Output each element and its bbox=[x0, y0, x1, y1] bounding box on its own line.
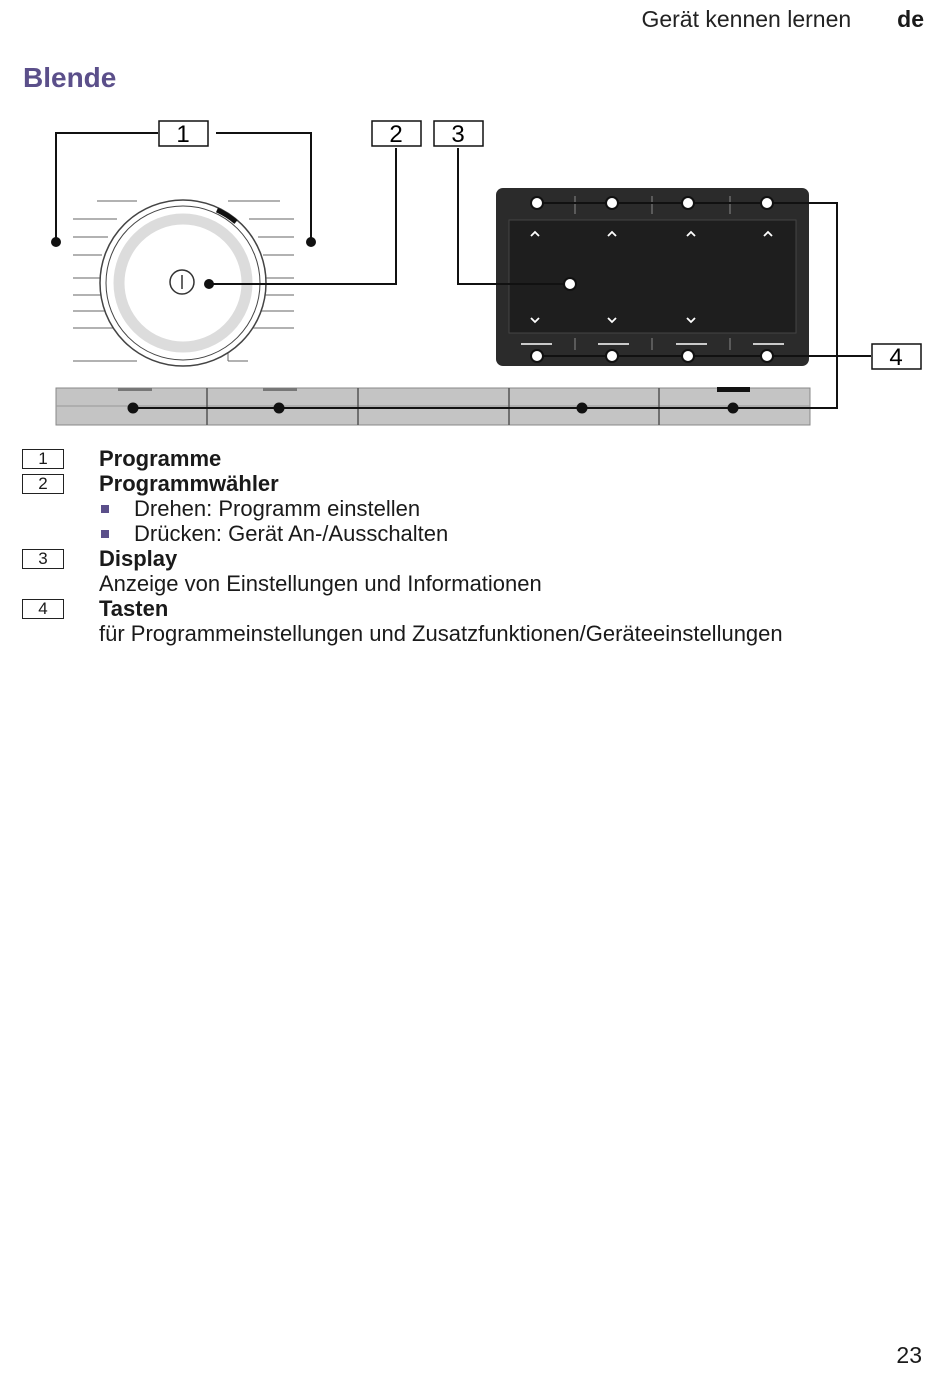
callout-4 bbox=[872, 344, 921, 371]
callout-2 bbox=[372, 121, 421, 148]
legend-item-1 bbox=[22, 446, 922, 471]
svg-text:4: 4 bbox=[889, 344, 903, 371]
legend-label-display: Display bbox=[99, 546, 178, 571]
legend-bullet-druecken: Drücken: Gerät An-/Ausschalten bbox=[99, 521, 922, 546]
legend-label-programmwaehler: Programmwähler bbox=[99, 471, 279, 496]
legend-label-tasten: Tasten bbox=[99, 596, 169, 621]
svg-text:3: 3 bbox=[451, 121, 465, 148]
legend-bullet-drehen: Drehen: Programm einstellen bbox=[99, 496, 922, 521]
bullet-square-icon bbox=[101, 530, 109, 538]
legend-number-4: 4 bbox=[22, 599, 64, 619]
bullet-square-icon bbox=[101, 505, 109, 513]
svg-text:1: 1 bbox=[176, 121, 190, 148]
section-title: Blende bbox=[23, 62, 117, 93]
legend-number-2: 2 bbox=[22, 474, 64, 494]
legend-desc-tasten: für Programmeinstellungen und Zusatzfunktionen/Geräteeinstellungen bbox=[99, 621, 783, 646]
legend-item-2 bbox=[22, 471, 922, 546]
legend bbox=[22, 446, 922, 646]
legend-item-4 bbox=[22, 596, 922, 646]
page-number: 23 bbox=[896, 1342, 922, 1368]
control-panel-diagram bbox=[0, 110, 950, 435]
page-header bbox=[641, 6, 924, 33]
legend-item-3 bbox=[22, 546, 922, 596]
callout-3 bbox=[434, 121, 483, 148]
svg-text:2: 2 bbox=[389, 121, 403, 148]
display-panel bbox=[496, 188, 809, 366]
legend-label-programme: Programme bbox=[99, 446, 222, 471]
header-title: Gerät kennen lernen bbox=[641, 6, 852, 32]
legend-number-3: 3 bbox=[22, 549, 64, 569]
callout-1 bbox=[159, 121, 208, 148]
legend-number-1: 1 bbox=[22, 449, 64, 469]
header-language: de bbox=[897, 6, 924, 32]
program-strip bbox=[56, 387, 810, 425]
legend-desc-display: Anzeige von Einstellungen und Informationen bbox=[99, 571, 542, 596]
